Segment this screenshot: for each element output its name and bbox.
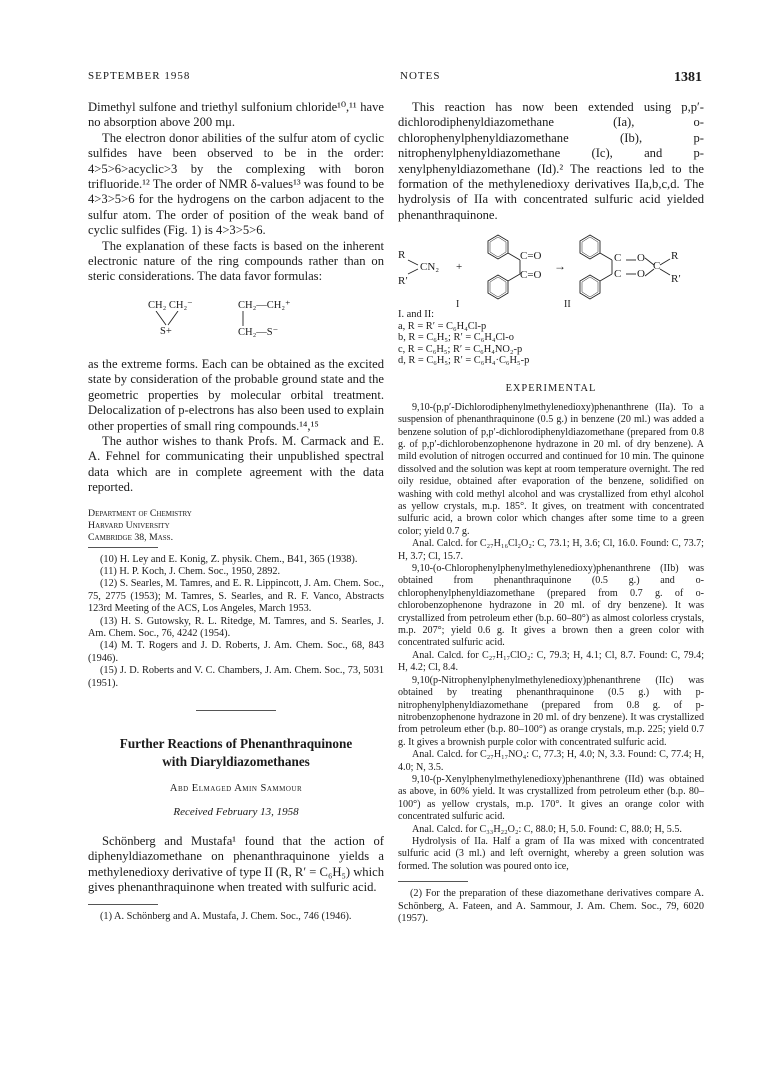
formula-three-ring-bottom: S+ [160, 325, 172, 337]
analysis: Anal. Calcd. for C₂₇H₁₇NO₄: C, 77.3; H, 4.0; N, 3.3. Found: C, 77.4; H, 4.0; N, 3.5. [398, 749, 704, 773]
article-title-line-2: with Diaryldiazomethanes [162, 754, 310, 769]
section-divider [196, 710, 276, 711]
article-title-line-1: Further Reactions of Phenanthraquinone [119, 736, 353, 751]
scheme-product-r-prime: R′ [671, 273, 681, 286]
reaction-arrow: → [554, 259, 566, 274]
scheme-cn2: CN₂ [420, 261, 440, 274]
compound-legend-item: a, R = R′ = C₆H₄Cl-p [398, 320, 487, 332]
formula-four-ring-bond [240, 311, 246, 327]
compound-legend-item: I. and II: [398, 309, 435, 321]
scheme-c-center: C [653, 260, 661, 273]
running-header-left: SEPTEMBER 1958 [88, 70, 191, 82]
footnote: (1) A. Schönberg and A. Mustafa, J. Chem. Soc., 746 (1946). [100, 910, 352, 922]
formula-three-ring-bonds [152, 311, 182, 327]
analysis: Anal. Calcd. for C₃₃H₂₂O₂: C, 88.0; H, 5.0. Found: C, 88.0; H, 5.5. [412, 823, 682, 835]
paragraph: The electron donor abilities of the sulfur atom of cyclic sulfides have been observed to be in the order: 4>5>6>acyclic>3 by the complexing with boron trifluoride.¹² The order of NMR δ-values¹³ was found to be 4>3>5>6 for the hydrogens on the carbon adjacent to the sulfur atom. The order of position of the weak band of cyclic sulfides (Fig. 1) is 4>3>5>6. [88, 130, 384, 238]
paragraph: as the extreme forms. Each can be obtained as the excited state by consideration of the probable ground state and the geometric properties by molecular orbital treatment. Delocalization of p-electrons has also been used to explain other properties of small ring compounds.¹⁴,¹⁵ [88, 356, 384, 433]
compound-label-I: I [456, 299, 460, 311]
paragraph: This reaction has now been extended using p,p′-dichlorodiphenyldiazomethane (Ia), o-chlorophenylphenyldiazomethane (Ib), p-nitrophenylphenyldiazomethane (Ic), and p-xenylphenyldiazomethane (Id).² The reactions led to the formation of the methylenedioxy derivatives IIa,b,c,d. The hydrolysis of IIa with concentrated sulfuric acid yielded phenanthraquinone. [398, 100, 704, 222]
reaction-scheme [398, 233, 704, 309]
experimental-paragraph: Hydrolysis of IIa. Half a gram of IIa was mixed with concentrated sulfuric acid (3 ml.) and left overnight, whereby a green solution was formed. The solution was poured onto ice, [398, 835, 704, 872]
experimental-paragraph: 9,10(p-Nitrophenylphenylmethylenedioxy)phenanthrene (IIc) was obtained by treating phenanthraquinone (0.5 g.) with p-nitrophenylphenyldiazomethane (prepared from 0.8 g. of p-nitrobenzophenone hydrazone in 20 ml. of dry benzene). It was crystallized from petroleum ether (b.p. 80–100°) as orange crystals, m.p. 225; yield 0.7 g. It gives a brownish purple color with concentrated sulfuric acid. [398, 674, 704, 748]
scheme-product-r: R [671, 250, 679, 263]
compound-legend-item: d, R = C₆H₅; R′ = C₆H₄·C₆H₅-p [398, 355, 530, 367]
scheme-c-bottom: C [614, 268, 622, 281]
paragraph: The explanation of these facts is based on the inherent electronic nature of the ring compounds rather than on steric considerations. The data favor formulas: [88, 238, 384, 284]
compound-legend-item: c, R = C₆H₅; R′ = C₆H₄NO₂-p [398, 343, 523, 355]
formula-four-ring-bottom: CH₂—S⁻ [238, 326, 279, 338]
paragraph: The author wishes to thank Profs. M. Carmack and E. A. Fehnel for communicating their unpublished spectral data which are in complete agreement with the data reported. [88, 433, 384, 495]
section-heading: EXPERIMENTAL [505, 382, 597, 394]
scheme-o-bottom: O [637, 268, 645, 281]
reference: (11) H. P. Koch, J. Chem. Soc., 1950, 2892. [100, 565, 281, 577]
received-date: Received February 13, 1958 [173, 806, 299, 818]
divider [398, 881, 468, 882]
sulfide-formulas [88, 297, 384, 345]
experimental-paragraph: 9,10-(p-Xenylphenylmethylenedioxy)phenanthrene (IId) was obtained as above, in 60% yield. It was crystallized from petroleum ether (b.p. 80–100°) as yellow crystals, m.p. 170°. It gives an orange color with concentrated sulfuric acid. [398, 773, 704, 823]
affiliation-university: Harvard University [88, 519, 170, 531]
scheme-o-top: O [637, 252, 645, 265]
page-number: 1381 [674, 70, 702, 85]
scheme-r-prime: R′ [398, 275, 408, 288]
analysis: Anal. Calcd. for C₂₇H₁₇ClO₂: C, 79.3; H, 4.1; Cl, 8.7. Found: C, 79.4; H, 4.2; Cl, 8.4. [398, 649, 704, 674]
divider [88, 547, 158, 548]
compound-legend [398, 309, 704, 367]
reference: (12) S. Searles, M. Tamres, and E. R. Lippincott, J. Am. Chem. Soc., 75, 2775 (1953); M. Tamres, S. Searles, and R. F. Vanco, Abstracts 123rd Meeting of the ACS, Los Angeles, March 1953. [88, 578, 384, 615]
affiliation-dept: Department of Chemistry [88, 507, 192, 519]
formula-four-ring-top: CH₂—CH₂⁺ [238, 299, 291, 311]
running-header-center: NOTES [400, 70, 441, 82]
reference: (14) M. T. Rogers and J. D. Roberts, J. Am. Chem. Soc., 68, 843 (1946). [88, 640, 384, 664]
right-column [398, 100, 704, 925]
author: Abd Elmaged Amin Sammour [169, 783, 303, 794]
paragraph: Dimethyl sulfone and triethyl sulfonium chloride¹⁰,¹¹ have no absorption above 200 mμ. [88, 100, 384, 130]
compound-legend-item: b, R = C₆H₅; R′ = C₆H₄Cl-o [398, 332, 514, 344]
divider [88, 904, 158, 905]
analysis: Anal. Calcd. for C₂₇H₁₆Cl₂O₂: C, 73.1; H, 3.6; Cl, 16.0. Found: C, 73.7; H, 3.7; Cl, 15.7. [398, 538, 704, 562]
footnote: (2) For the preparation of these diazomethane derivatives compare A. Schönberg, A. Fateen, and A. Sammour, J. Am. Chem. Soc., 79, 6020 (1957). [398, 888, 704, 924]
formula-three-ring-top: CH₂ CH₂⁻ [148, 299, 193, 311]
scheme-c-top: C [614, 252, 622, 265]
reference: (15) J. D. Roberts and V. C. Chambers, J. Am. Chem. Soc., 73, 5031 (1951). [88, 665, 384, 689]
left-column [88, 100, 384, 923]
affiliation [88, 508, 384, 544]
affiliation-city: Cambridge 38, Mass. [88, 531, 174, 543]
experimental-paragraph: 9,10-(p,p′-Dichlorodiphenylmethylenedioxy)phenanthrene (IIa). To a suspension of phenanthraquinone (0.5 g.) in benzene (20 ml.) was added a benzene solution of p,p′-dichlorodiphenyldiazomethane (prepared from 0.8 g. of p,p′-dichlorobenzophenone hydrazone in 20 ml. of dry benzene). A mild evolution of nitrogen occurred and continued for 10 min. The quinone dissolved and the solution was kept at room temperature overnight. The red oily residue, obtained after evaporation of the benzene, solidified on washing with cold methyl alcohol and was crystallized from ethyl alcohol as yellow crystals, m.p. 185°. It gives, on treatment with concentrated sulfuric acid, a brown color which changes after some time to a green color; yield 0.7 g. [398, 401, 704, 537]
scheme-plus: + [456, 261, 463, 274]
scheme-co-top: C=O [520, 250, 542, 263]
reference: (10) H. Ley and E. Konig, Z. physik. Chem., B41, 365 (1938). [100, 553, 358, 565]
experimental-paragraph: 9,10-(o-Chlorophenylphenylmethylenedioxy)phenanthrene (IIb) was obtained from phenanthraquinone (0.5 g.) and o-chlorophenylphenyldiazomethane (prepared from 0.7 g. of o-chlorobenzophenone hydrazone in 20 ml. of dry benzene). It was crystallized from petroleum ether (b.p. 60–80°) as almost colorless crystals, m.p. 207°; yield 0.6 g. It gives a brown then a green color with concentrated sulfuric acid. [398, 563, 704, 649]
paragraph: Schönberg and Mustafa¹ found that the action of diphenyldiazomethane on phenanthraquinone yields a methylenedioxy derivative of type II (R, R′ = C₆H₅) which gives phenanthraquinone when treated with sulfuric acid. [88, 834, 384, 895]
scheme-r: R [398, 249, 406, 262]
reference: (13) H. S. Gutowsky, R. L. Ritedge, M. Tamres, and S. Searles, J. Am. Chem. Soc., 76, 4242 (1954). [88, 615, 384, 639]
scheme-co-bottom: C=O [520, 269, 542, 282]
compound-label-II: II [564, 299, 571, 311]
